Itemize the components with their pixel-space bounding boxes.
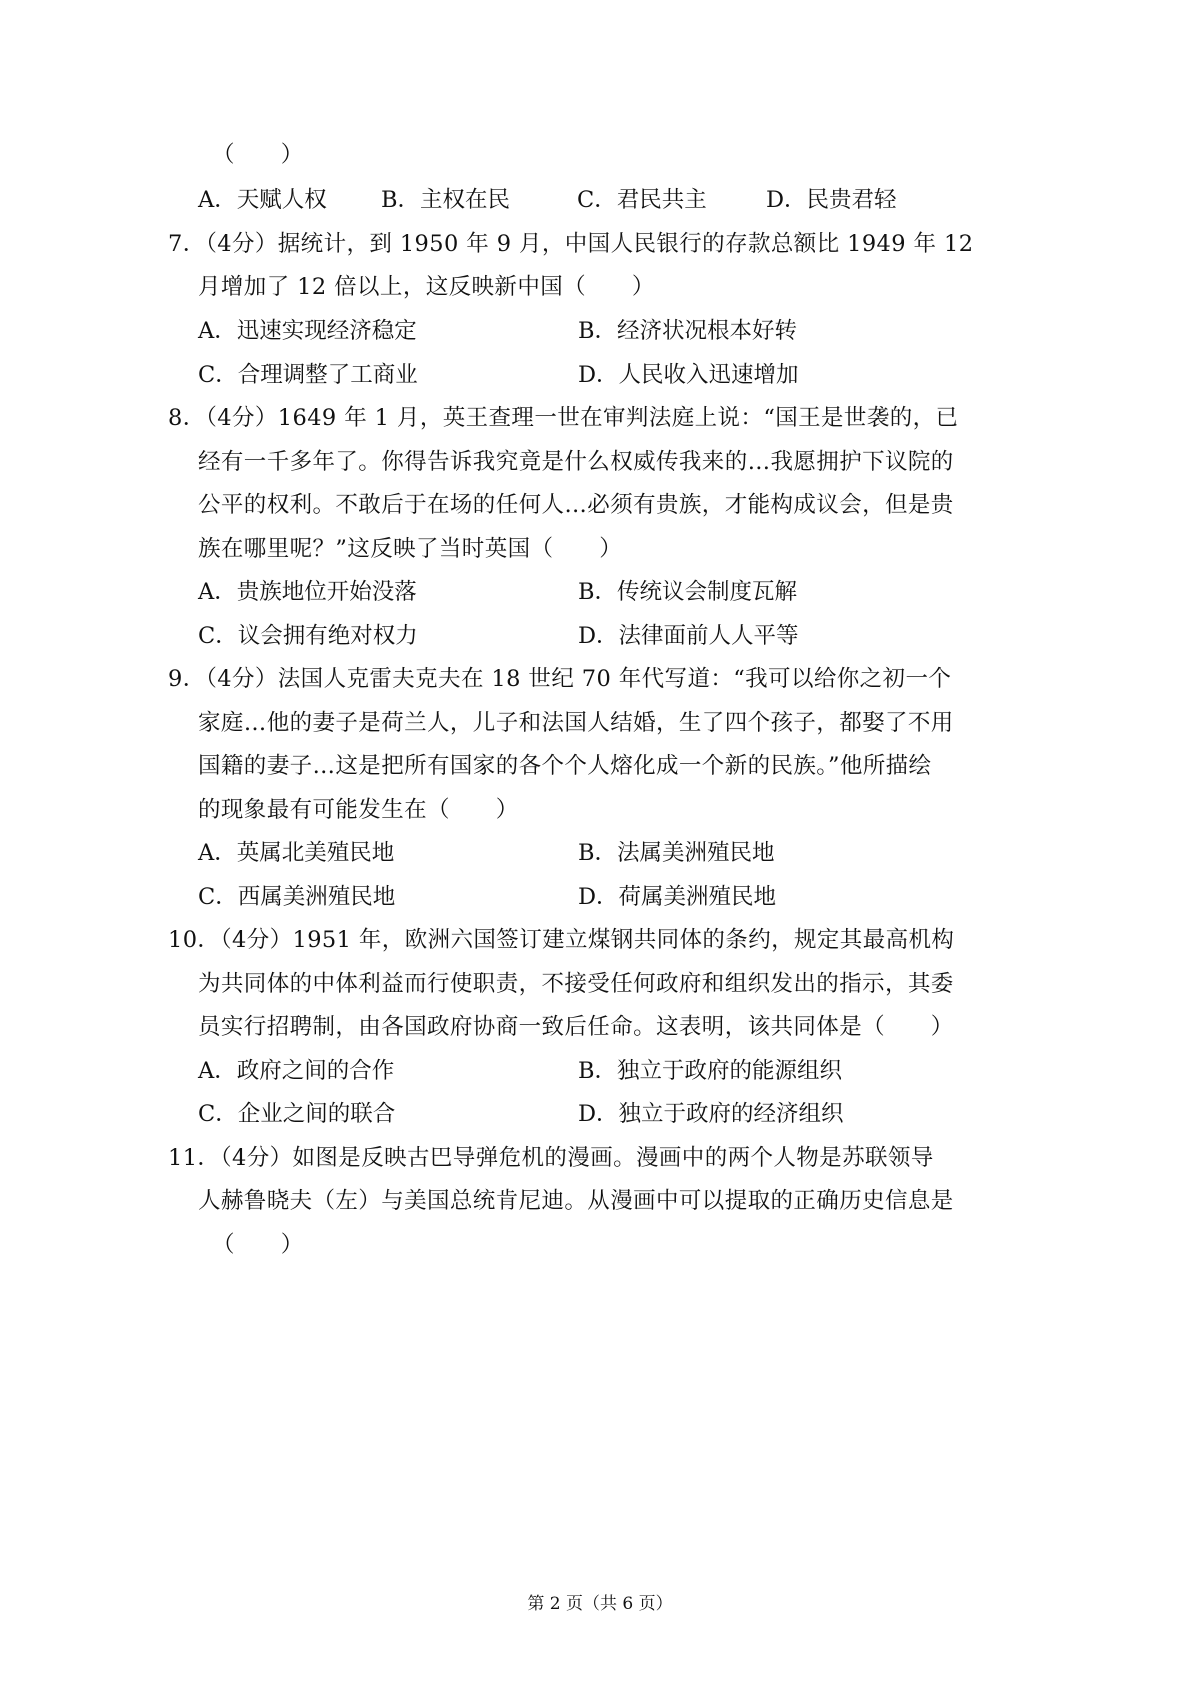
q9-option-b: B．法属美洲殖民地 [578, 840, 775, 866]
q7-stem-line: 7．（4分）据统计，到 1950 年 9 月，中国人民银行的存款总额比 1949 年 12 [168, 231, 974, 257]
q10-stem-line: 10．（4分）1951 年，欧洲六国签订建立煤钢共同体的条约，规定其最高机构 [168, 927, 955, 953]
q11-stem-line: 人赫鲁晓夫（左）与美国总统肯尼迪。从漫画中可以提取的正确历史信息是 [198, 1188, 954, 1214]
q7-option-b: B．经济状况根本好转 [578, 318, 798, 344]
q8-stem-line: 公平的权利。不敢后于在场的任何人…必须有贵族，才能构成议会，但是贵 [198, 492, 954, 518]
q6-option-b: B．主权在民 [381, 187, 511, 213]
q8-stem-line: 族在哪里呢？”这反映了当时英国（ ） [198, 536, 623, 562]
q10-option-d: D．独立于政府的经济组织 [578, 1101, 844, 1127]
q8-option-c: C．议会拥有绝对权力 [198, 623, 418, 649]
page-footer: 第 2 页（共 6 页） [527, 1594, 673, 1614]
q8-option-b: B．传统议会制度瓦解 [578, 579, 798, 605]
q9-stem-line: 的现象最有可能发生在（ ） [198, 797, 519, 823]
q7-option-c: C．合理调整了工商业 [198, 362, 418, 388]
q11-stem-line: 11．（4分）如图是反映古巴导弹危机的漫画。漫画中的两个人物是苏联领导 [168, 1145, 934, 1171]
q6-option-a: A．天赋人权 [198, 187, 327, 213]
q9-stem-line: 家庭…他的妻子是荷兰人，儿子和法国人结婚，生了四个孩子，都娶了不用 [198, 710, 954, 736]
q6-option-d: D．民贵君轻 [766, 187, 897, 213]
q10-option-c: C．企业之间的联合 [198, 1101, 396, 1127]
q8-option-d: D．法律面前人人平等 [578, 623, 799, 649]
q10-option-b: B．独立于政府的能源组织 [578, 1058, 843, 1084]
q6-option-c: C．君民共主 [577, 187, 707, 213]
q9-option-d: D．荷属美洲殖民地 [578, 884, 777, 910]
q9-stem-line: 国籍的妻子…这是把所有国家的各个个人熔化成一个新的民族。”他所描绘 [198, 753, 932, 779]
q7-option-d: D．人民收入迅速增加 [578, 362, 799, 388]
q10-option-a: A．政府之间的合作 [198, 1058, 395, 1084]
q9-option-a: A．英属北美殖民地 [198, 840, 395, 866]
q8-stem-line: 8．（4分）1649 年 1 月，英王查理一世在审判法庭上说：“国王是世袭的，已 [168, 405, 959, 431]
q9-option-c: C．西属美洲殖民地 [198, 884, 396, 910]
q10-stem-line: 员实行招聘制，由各国政府协商一致后任命。这表明，该共同体是（ ） [198, 1014, 954, 1040]
q11-stem-line: （ ） [212, 1232, 304, 1258]
q7-stem-line: 月增加了 12 倍以上，这反映新中国（ ） [198, 274, 655, 300]
q8-stem-line: 经有一千多年了。你得告诉我究竟是什么权威传我来的…我愿拥护下议院的 [198, 449, 954, 475]
q8-option-a: A．贵族地位开始没落 [198, 579, 417, 605]
q10-stem-line: 为共同体的中体利益而行使职责，不接受任何政府和组织发出的指示，其委 [198, 971, 954, 997]
q6-paren: （ ） [212, 142, 304, 168]
q9-stem-line: 9．（4分）法国人克雷夫克夫在 18 世纪 70 年代写道：“我可以给你之初一个 [168, 666, 952, 692]
q7-option-a: A．迅速实现经济稳定 [198, 318, 417, 344]
